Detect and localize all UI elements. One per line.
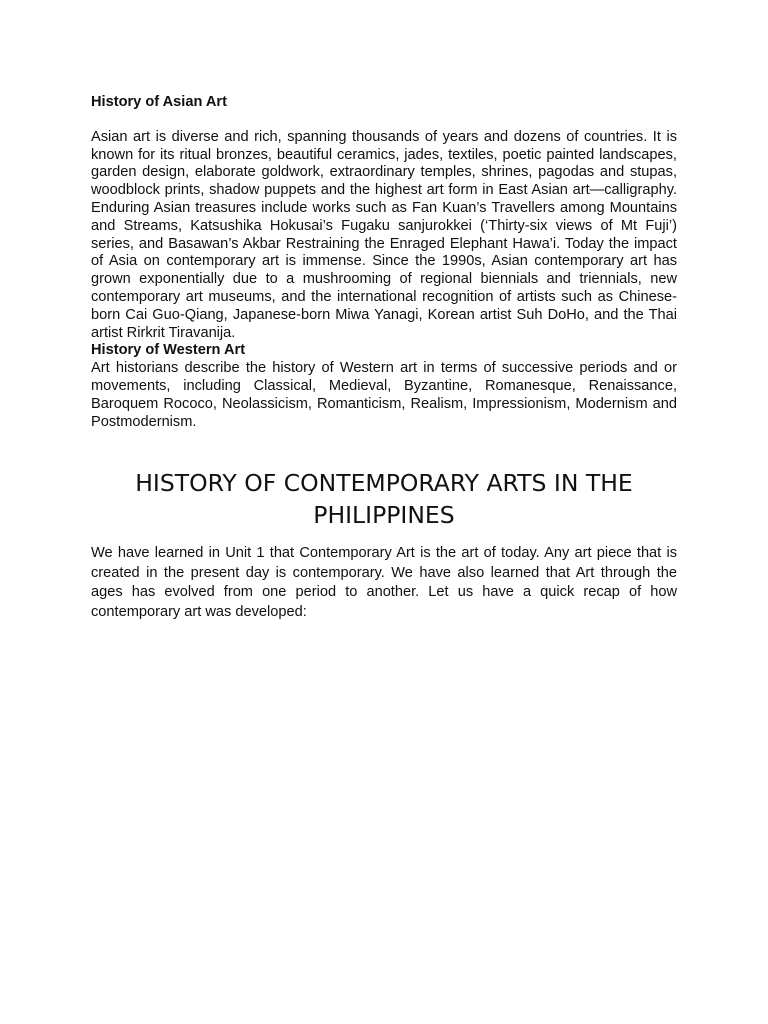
- western-art-paragraph: Art historians describe the history of Western art in terms of successive periods and or movements, including Classical, Medieval, Byzantine, Romanesque, Renaissance, Baroquem Rococo, Neolassicism, Romanticism, Realism, Impressionism, Modernism and Postmodernism.: [91, 360, 677, 430]
- document-content: [91, 94, 677, 622]
- spacer: [91, 431, 677, 467]
- spacer: [91, 531, 677, 544]
- spacer: [91, 112, 677, 129]
- contemporary-arts-title: HISTORY OF CONTEMPORARY ARTS IN THE PHILIPPINES: [135, 469, 633, 530]
- contemporary-intro-paragraph: We have learned in Unit 1 that Contemporary Art is the art of today. Any art piece that is created in the present day is contemporary. We have also learned that Art through the ages has evolved from one period to another. Let us have a quick recap of how contemporary art was developed:: [91, 545, 677, 620]
- western-art-heading: History of Western Art: [91, 342, 246, 359]
- asian-art-paragraph: Asian art is diverse and rich, spanning thousands of years and dozens of countries. It is known for its ritual bronzes, beautiful ceramics, jades, textiles, poetic painted landscapes, garden design, elaborate goldwork, extraordinary temples, shrines, pagodas and stupas, woodblock prints, shadow puppets and the highest art form in East Asian art—calligraphy. Enduring Asian treasures include works such as Fan Kuan’s Travellers among Mountains and Streams, Katsushika Hokusai’s Fugaku sanjurokkei (‘Thirty-six views of Mt Fuji’) series, and Basawan’s Akbar Restraining the Enraged Elephant Hawa’i. Today the impact of Asia on contemporary art is immense. Since the 1990s, Asian contemporary art has grown exponentially due to a mushrooming of regional biennials and triennials, new contemporary art museums, and the international recognition of artists such as Chinese-born Cai Guo-Qiang, Japanese-born Miwa Yanagi, Korean artist Suh DoHo, and the Thai artist Rirkrit Tiravanija.: [91, 128, 677, 341]
- asian-art-heading: History of Asian Art: [91, 94, 227, 110]
